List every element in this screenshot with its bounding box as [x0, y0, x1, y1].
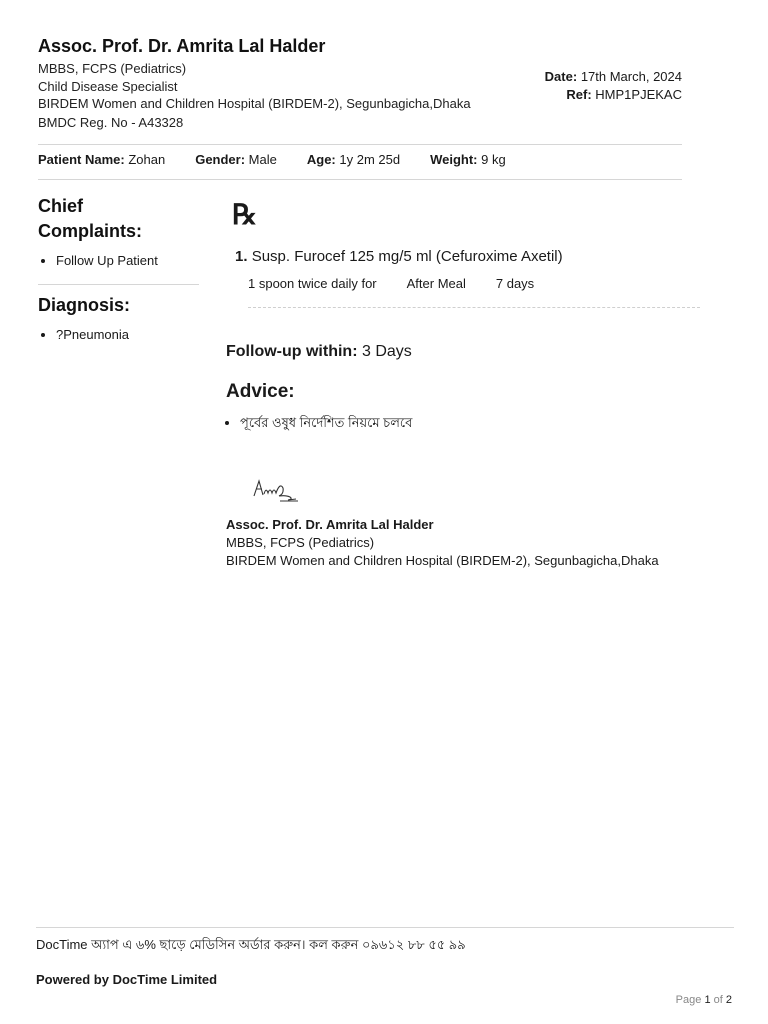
patient-gender-field: Gender: Male	[195, 152, 277, 167]
footer-promo: DocTime অ্যাপ এ ৬% ছাড়ে মেডিসিন অর্ডার করুন। কল করুন ০৯৬১২ ৮৮ ৫৫ ৯৯	[36, 937, 466, 952]
diagnosis-title: Diagnosis:	[38, 295, 131, 315]
chief-complaints-title: Chief Complaints:	[38, 196, 143, 241]
diagnosis-item: • ?Pneumonia	[56, 326, 129, 344]
powered-by: Powered by DocTime Limited	[36, 972, 218, 987]
signature-stroke	[254, 481, 296, 500]
footer-divider	[36, 927, 734, 928]
ref-value: HMP1PJEKAC	[595, 87, 682, 102]
date-field	[545, 68, 682, 86]
medicine-timing: After Meal	[406, 276, 466, 291]
ref-label: Ref:	[566, 87, 592, 102]
complaints-list	[38, 252, 158, 270]
diagnosis-list	[38, 326, 129, 344]
signature-degree: MBBS, FCPS (Pediatrics)	[226, 535, 375, 550]
patient-age: 1y 2m 25d	[339, 152, 401, 167]
page-number: Page 1 of 2	[675, 994, 732, 1006]
advice-title: Advice:	[226, 381, 295, 402]
advice-list	[222, 414, 412, 432]
page-current: 1	[704, 994, 711, 1006]
advice-item: • পূর্বের ওষুধ নির্দেশিত নিয়মে চলবে	[240, 414, 412, 432]
medicine-name: Susp. Furocef 125 mg/5 ml (Cefuroxime Axetil)	[251, 248, 563, 265]
doctor-name: Assoc. Prof. Dr. Amrita Lal Halder	[38, 36, 326, 56]
page-total: 2	[725, 994, 732, 1006]
medicine-item	[235, 248, 563, 265]
ref-field	[545, 86, 682, 104]
complaints-divider	[38, 284, 199, 285]
followup-label: Follow-up within:	[226, 343, 358, 360]
medicine-duration: 7 days	[495, 276, 535, 291]
patient-info-row	[38, 152, 536, 167]
signature-hospital: BIRDEM Women and Children Hospital (BIRDEM-2), Segunbagicha,Dhaka	[226, 553, 659, 568]
patient-weight: 9 kg	[481, 152, 506, 167]
signature-image	[250, 476, 302, 504]
medicine-dosage-row	[248, 276, 564, 291]
followup-value: 3 Days	[361, 343, 412, 360]
patient-age-field: Age: 1y 2m 25d	[306, 152, 401, 167]
doctor-specialty: Child Disease Specialist	[38, 79, 178, 94]
signature-name: Assoc. Prof. Dr. Amrita Lal Halder	[226, 517, 434, 532]
doctor-hospital: BIRDEM Women and Children Hospital (BIRDEM-2), Segunbagicha,Dhaka	[38, 96, 471, 111]
medicine-dose: 1 spoon twice daily for	[248, 276, 377, 291]
patient-weight-field: Weight: 9 kg	[430, 152, 506, 167]
patient-divider	[38, 179, 682, 180]
patient-gender: Male	[248, 152, 277, 167]
header-divider	[38, 144, 682, 145]
patient-name: Zohan	[128, 152, 166, 167]
followup	[226, 343, 412, 361]
rx-icon: ℞	[232, 198, 258, 231]
date-value: 17th March, 2024	[580, 69, 682, 84]
doctor-bmdc: BMDC Reg. No - A43328	[38, 115, 184, 130]
doctor-degree: MBBS, FCPS (Pediatrics)	[38, 61, 187, 76]
medicine-number: 1.	[235, 248, 248, 265]
date-label: Date:	[544, 69, 578, 84]
date-ref-block	[545, 68, 682, 104]
patient-name-field: Patient Name: Zohan	[38, 152, 166, 167]
complaint-item: • Follow Up Patient	[56, 252, 158, 270]
medicine-divider	[248, 307, 700, 308]
